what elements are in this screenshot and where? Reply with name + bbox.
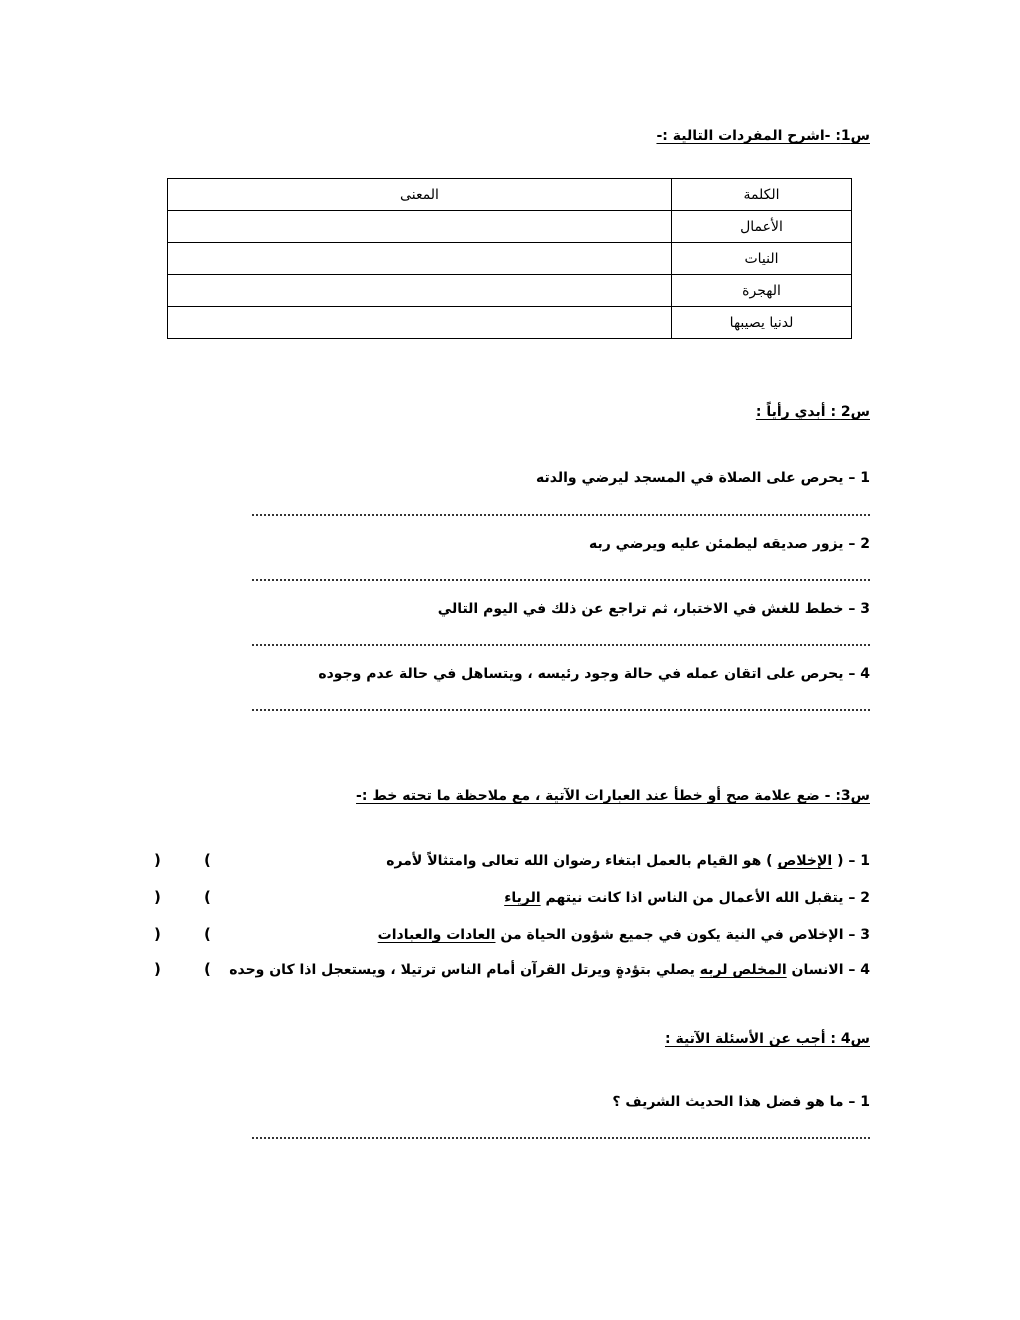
item-text: 2 – يتقبل الله الأعمال من الناس اذا كانت نيتهم [540,890,870,906]
meaning-cell[interactable] [168,275,672,307]
underlined-term: الرياء [504,890,541,906]
item-text: يصلي بتؤدةٍ ويرتل القرآن أمام الناس ترتيلا ، ويستعجل اذا كان وحده [229,962,700,978]
vocabulary-table [167,178,852,339]
q1-title: س1: -اشرح المفردات التالية :- [656,128,870,144]
answer-line[interactable] [252,644,870,646]
word-cell: الهجرة [672,275,852,307]
q3-item [378,927,870,943]
q4-item: 1 – ما هو فضل هذا الحديث الشريف ؟ [612,1094,870,1110]
header-word: الكلمة [672,179,852,211]
answer-paren-close: ) [154,925,161,943]
meaning-cell[interactable] [168,307,672,339]
item-text: 4 – الانسان [786,962,870,978]
meaning-cell[interactable] [168,211,672,243]
q2-item: 2 – يزور صديقه ليطمئن عليه ويرضي ربه [589,536,870,552]
answer-paren-close: ) [154,851,161,869]
q3-item [504,890,870,906]
meaning-cell[interactable] [168,243,672,275]
answer-paren-open[interactable]: ( [204,888,211,906]
q3-item [229,962,870,978]
header-meaning: المعنى [168,179,672,211]
answer-paren-close: ) [154,888,161,906]
answer-paren-open[interactable]: ( [204,925,211,943]
table-row [168,275,852,307]
item-text: 3 – الإخلاص في النية يكون في جميع شؤون الحياة من [495,927,870,943]
answer-paren-open[interactable]: ( [204,851,211,869]
q4-title: س4 : أجب عن الأسئلة الآتية : [665,1031,870,1047]
item-text: ) هو القيام بالعمل ابتغاء رضوان الله تعالى وامتثالاً لأمره [386,853,778,869]
answer-line[interactable] [252,709,870,711]
word-cell: النيات [672,243,852,275]
q2-item: 1 – يحرص على الصلاة في المسجد ليرضي والدته [536,470,870,486]
q2-item: 3 – خطط للغش في الاختبار، ثم تراجع عن ذلك في اليوم التالي [437,601,870,617]
q2-item: 4 – يحرص على اتقان عمله في حالة وجود رئيسه ، ويتساهل في حالة عدم وجوده [318,666,870,682]
underlined-term: الإخلاص [777,853,833,869]
answer-line[interactable] [252,514,870,516]
table-header-row [168,179,852,211]
table-row [168,211,852,243]
word-cell: لدنيا يصيبها [672,307,852,339]
underlined-term: العادات والعبادات [377,927,496,943]
answer-line[interactable] [252,579,870,581]
table-row [168,243,852,275]
table-row [168,307,852,339]
q3-item [386,853,870,869]
answer-paren-close: ) [154,960,161,978]
word-cell: الأعمال [672,211,852,243]
item-text: 1 – ( [832,853,870,869]
q3-title: س3: - ضع علامة صح أو خطأ عند العبارات الآتية ، مع ملاحظة ما تحته خط :- [356,788,870,804]
underlined-term: المخلص لربه [699,962,787,978]
q2-title: س2 : أبدي رأياً : [755,404,870,420]
answer-paren-open[interactable]: ( [204,960,211,978]
answer-line[interactable] [252,1137,870,1139]
